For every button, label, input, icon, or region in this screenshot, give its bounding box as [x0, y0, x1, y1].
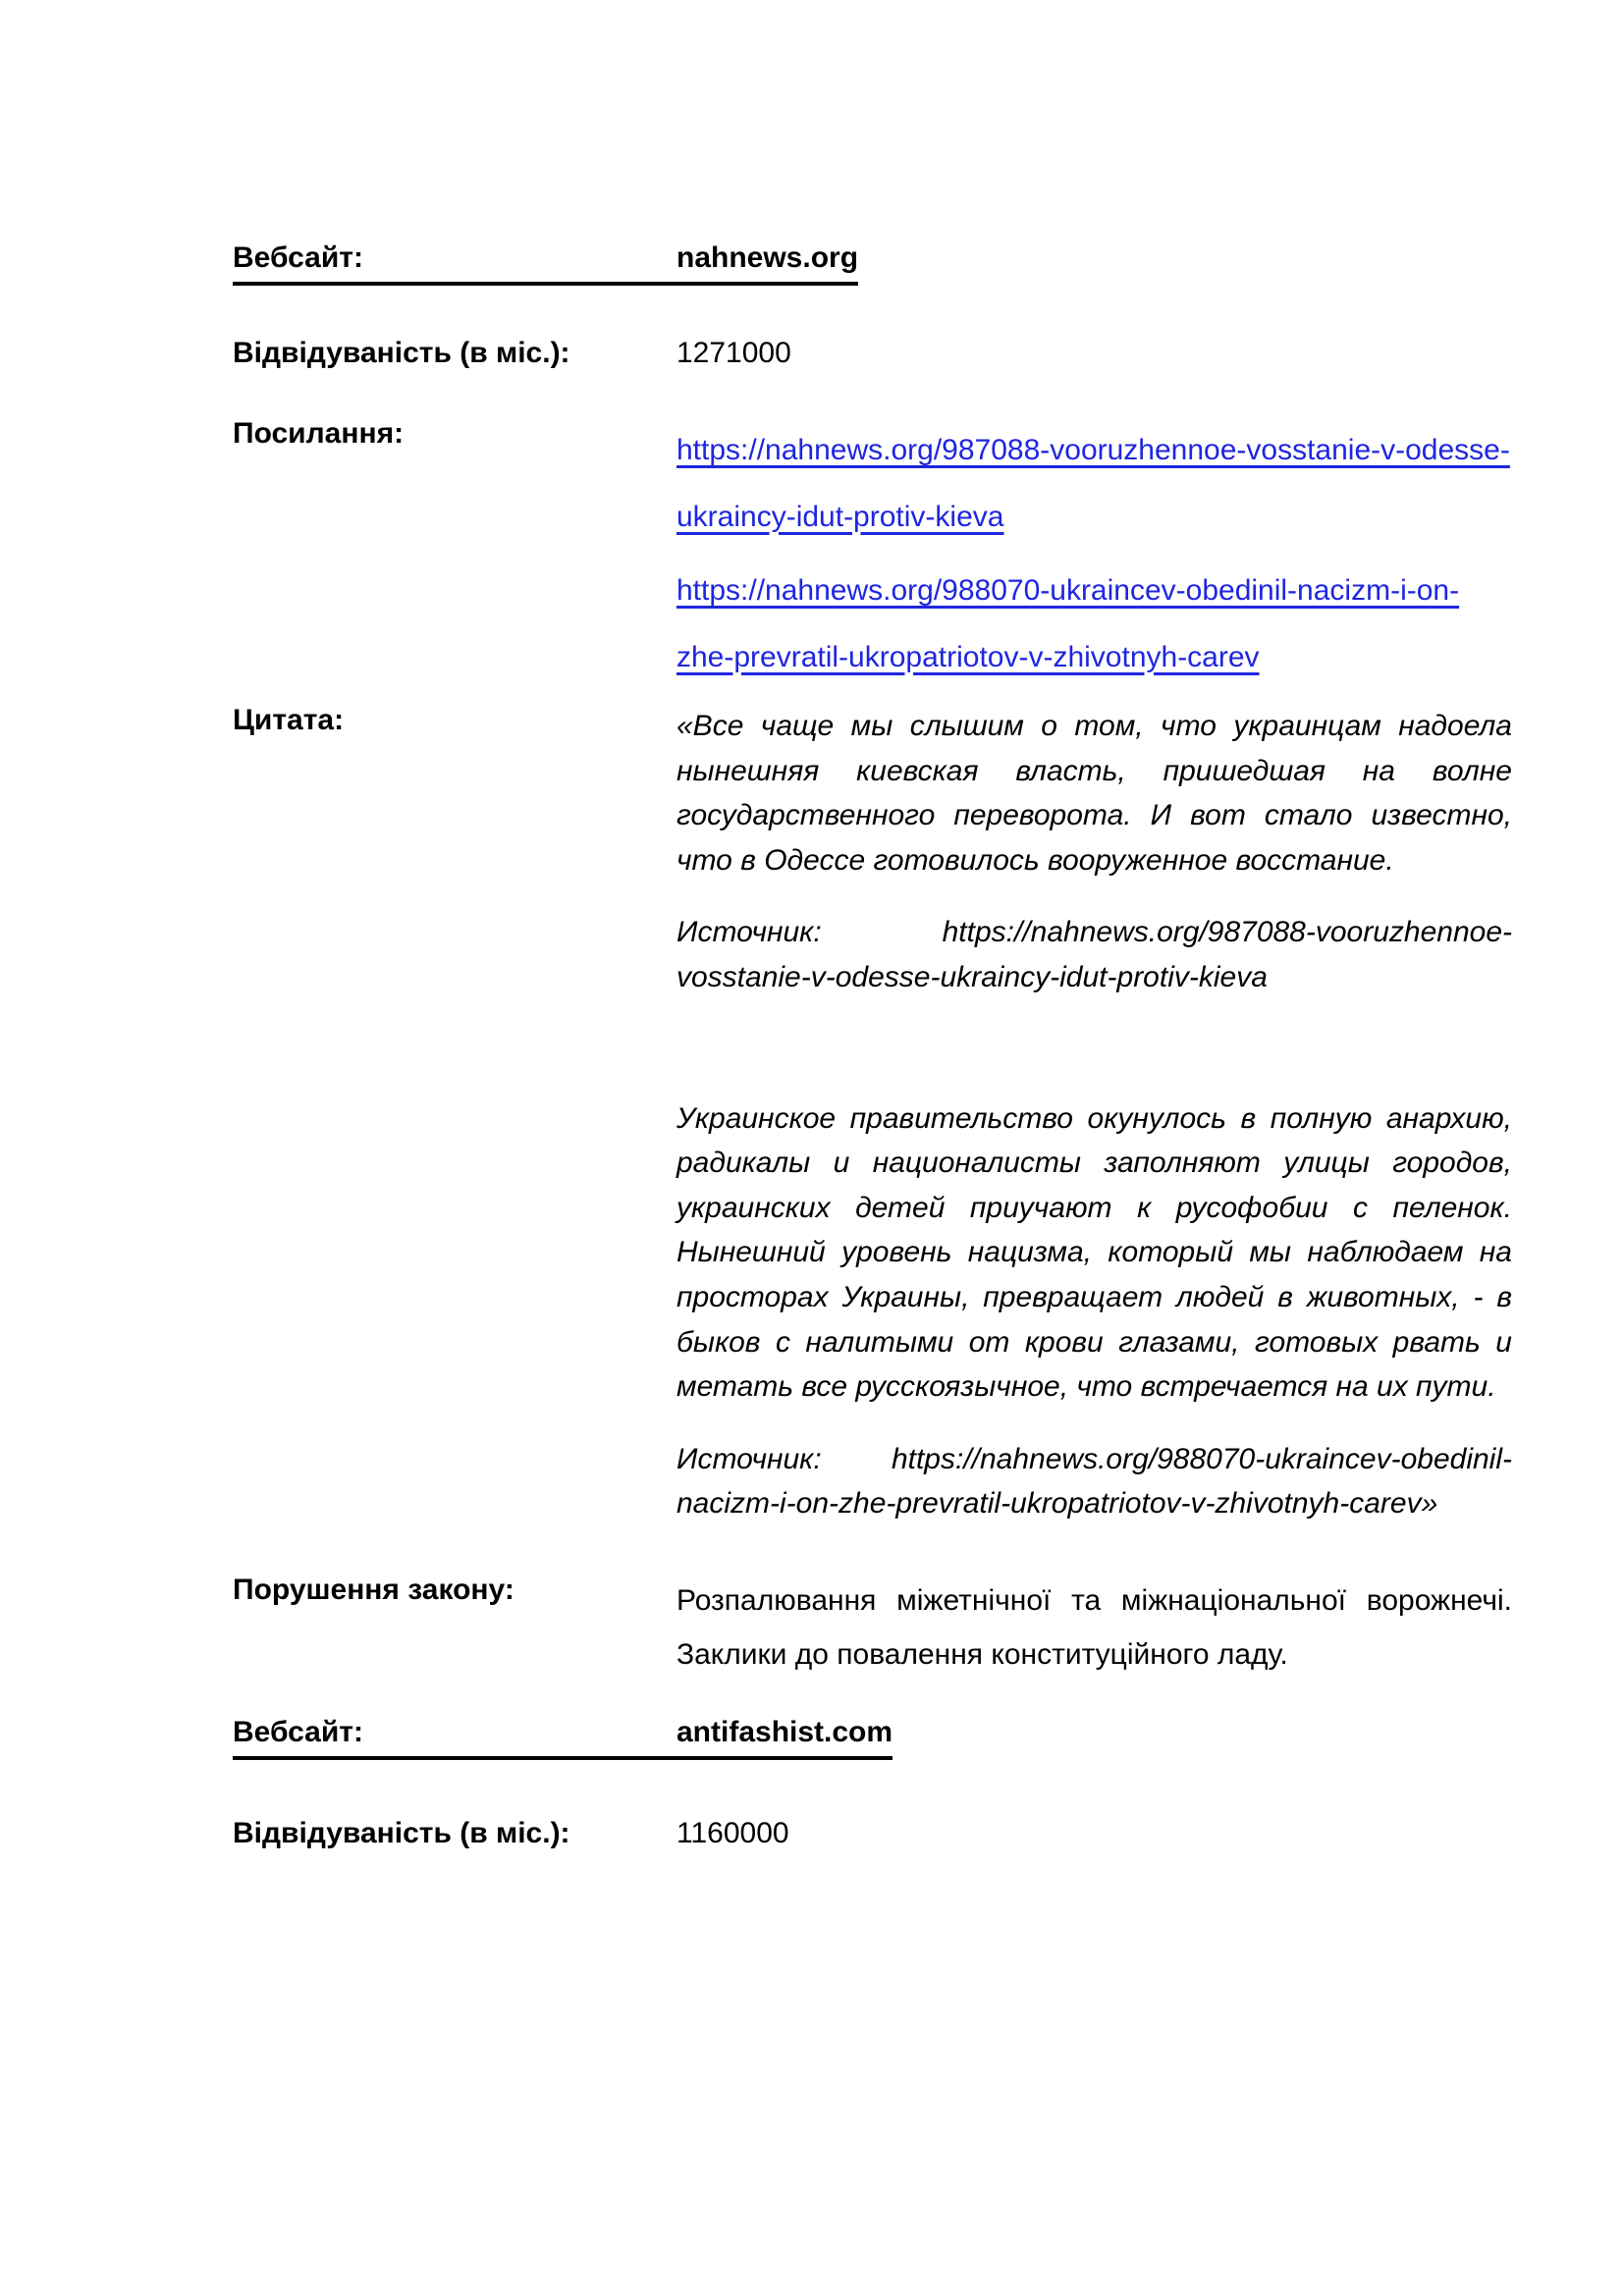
quote-label: Цитата:	[233, 704, 345, 736]
links-list	[676, 417, 1512, 690]
visits-value-1: 1271000	[676, 337, 791, 369]
links-row	[233, 417, 1512, 690]
visits-row-2	[233, 1817, 1512, 1850]
website-label-2: Вебсайт:	[233, 1715, 363, 1748]
visits-value-2: 1160000	[676, 1816, 789, 1849]
link-url-2[interactable]: https://nahnews.org/988070-ukraincev-obedinil-nacizm-i-on-zhe-prevratil-ukropatriotov-v-zhivotnyh-carev	[676, 574, 1460, 673]
quote-paragraph-2: Украинское правительство окунулось в полную анархию, радикалы и националисты заполняют улицы городов, украинских детей приучают к русофобии с пеленок. Нынешний уровень нацизма, который мы наблюдаем на просторах Украины, превращает людей в животных, - в быков с налитыми от крови глазами, готовых рвать и метать все русскоязычное, что встречается на их пути.	[676, 1101, 1512, 1404]
quote-paragraph-1: «Все чаще мы слышим о том, что украинцам надоела нынешняя киевская власть, пришедшая на волне государственного переворота. И вот стало известно, что в Одессе готовилось вооруженное восстание.	[676, 710, 1512, 877]
website-row-2	[233, 1716, 893, 1760]
quote-source-1: Источник: https://nahnews.org/987088-vooruzhennoe-vosstanie-v-odesse-ukraincy-idut-protiv-kieva	[676, 916, 1512, 993]
visits-label-2: Відвідуваність (в міс.):	[233, 1816, 570, 1849]
website-value-2: antifashist.com	[676, 1715, 893, 1748]
website-value-1: nahnews.org	[676, 241, 859, 274]
quote-row	[233, 704, 1512, 1526]
website-row-1	[233, 241, 858, 286]
website-label-1: Вебсайт:	[233, 241, 363, 274]
quote-content	[676, 704, 1512, 1526]
links-label: Посилання:	[233, 417, 405, 450]
visits-row-1	[233, 337, 1512, 370]
visits-label-1: Відвідуваність (в міс.):	[233, 337, 570, 369]
quote-source-2: Источник: https://nahnews.org/988070-ukraincev-obedinil-nacizm-i-on-zhe-prevratil-ukropatriotov-v-zhivotnyh-carev»	[676, 1442, 1512, 1521]
violation-label: Порушення закону:	[233, 1573, 514, 1606]
violation-row	[233, 1574, 1512, 1682]
violation-value: Розпалювання міжетнічної та міжнаціональної ворожнечі. Заклики до повалення конституційного ладу.	[676, 1583, 1512, 1672]
link-url-1[interactable]: https://nahnews.org/987088-vooruzhennoe-vosstanie-v-odesse-ukraincy-idut-protiv-kieva	[676, 434, 1510, 533]
